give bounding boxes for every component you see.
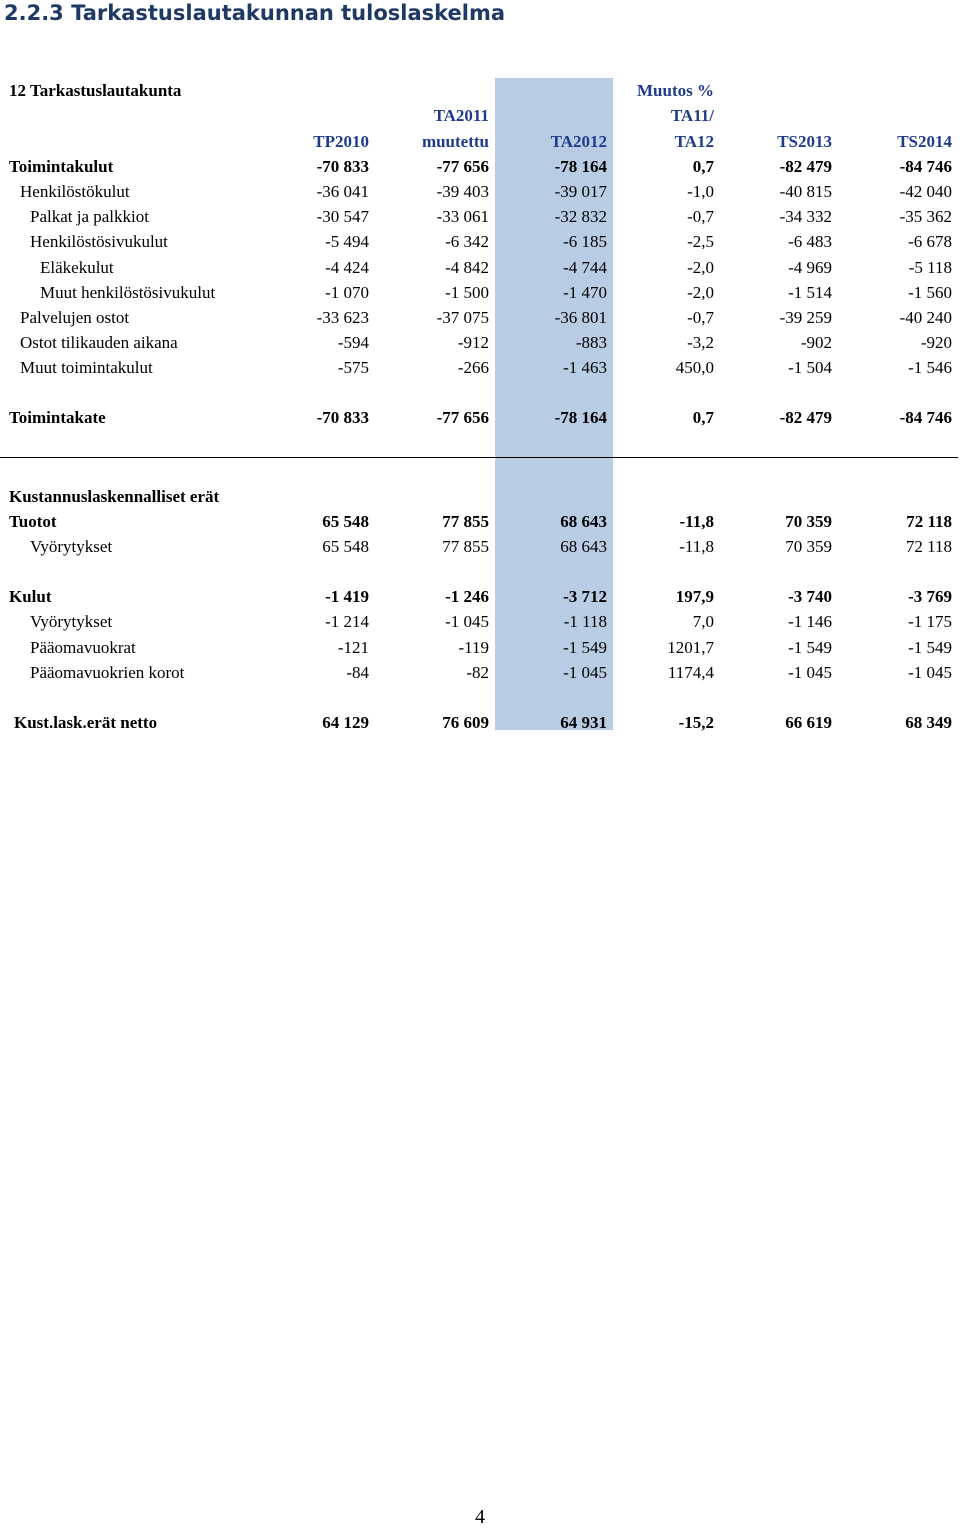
income-statement-table-wrap: [0, 78, 960, 735]
cell-value: -1 214: [325, 612, 369, 632]
cell-value: -266: [457, 358, 489, 378]
cell-value: [720, 483, 838, 508]
header-ta2011-line2: muutettu: [421, 131, 489, 151]
cell-value: -70 833: [316, 408, 369, 428]
cell-value: 77 855: [442, 511, 489, 531]
row-label: Vyörytykset: [30, 612, 113, 632]
cell-value: 76 609: [442, 712, 489, 732]
cell-value: -0,7: [687, 307, 714, 327]
cell-value: 197,9: [675, 587, 714, 607]
cell-value: [495, 483, 613, 508]
table-row: [0, 229, 958, 254]
cell-value: -575: [337, 358, 369, 378]
table-row: [0, 584, 958, 609]
cell-value: -32 832: [554, 207, 607, 227]
cell-value: -1 246: [445, 587, 489, 607]
section-title: 2.2.3 Tarkastuslautakunnan tuloslaskelma: [4, 1, 506, 25]
cell-value: -40 815: [779, 181, 832, 201]
cell-value: 70 359: [785, 511, 832, 531]
spacer-row: [0, 685, 958, 710]
header-muutos-line1: Muutos %: [637, 81, 714, 101]
cell-value: -2,5: [687, 232, 714, 252]
cell-value: -42 040: [899, 181, 952, 201]
cell-value: -33 061: [436, 207, 489, 227]
cell-value: 65 548: [322, 537, 369, 556]
cell-value: -4 744: [563, 257, 607, 277]
cell-value: -78 164: [554, 408, 607, 428]
table-row: [0, 483, 958, 508]
row-label: Toimintakulut: [9, 156, 114, 176]
cell-value: -2,0: [687, 257, 714, 277]
cell-value: [280, 483, 375, 508]
cell-value: -78 164: [554, 156, 607, 176]
header-row-1: [0, 78, 958, 103]
cell-value: -3,2: [687, 333, 714, 353]
cell-value: -902: [800, 333, 832, 353]
cell-value: -1 045: [788, 662, 832, 682]
cell-value: -82 479: [779, 156, 832, 176]
cell-value: -4 969: [788, 257, 832, 277]
page-number: 4: [475, 1506, 485, 1528]
cell-value: -1 118: [563, 612, 607, 632]
cell-value: 64 931: [560, 712, 607, 732]
cell-value: -37 075: [436, 307, 489, 327]
cell-value: -1 045: [563, 662, 607, 682]
cell-value: -4 424: [325, 257, 369, 277]
table-row: [0, 660, 958, 685]
cell-value: -1 500: [445, 282, 489, 302]
cell-value: -1 560: [908, 282, 952, 302]
row-label: Eläkekulut: [40, 257, 114, 277]
cell-value: 0,7: [692, 408, 714, 428]
cell-value: -39 403: [436, 181, 489, 201]
cell-value: 70 359: [785, 537, 832, 556]
table-row: [0, 254, 958, 279]
spacer-row: [0, 458, 958, 484]
cell-value: 65 548: [322, 511, 369, 531]
row-label: Toimintakate: [9, 408, 106, 428]
table-row: [0, 710, 958, 735]
cell-value: -1 175: [908, 612, 952, 632]
divider-row: [0, 430, 958, 458]
cell-value: -121: [337, 637, 369, 657]
cell-value: -1 549: [563, 637, 607, 657]
cell-value: 0,7: [692, 156, 714, 176]
table-row: [0, 509, 958, 534]
cell-value: -1 549: [788, 637, 832, 657]
cell-value: -1 546: [908, 358, 952, 378]
cell-value: -1 470: [563, 282, 607, 302]
cell-value: -1 146: [788, 612, 832, 632]
row-label: Kustannuslaskennalliset erät: [9, 486, 220, 506]
cell-value: 77 855: [442, 537, 489, 556]
cell-value: 450,0: [675, 358, 714, 378]
table-row: [0, 154, 958, 179]
cell-value: -883: [575, 333, 607, 353]
cell-value: -5 118: [908, 257, 952, 277]
cell-value: -34 332: [779, 207, 832, 227]
cell-value: -594: [337, 333, 369, 353]
cell-value: -3 712: [563, 587, 607, 607]
cell-value: 68 643: [560, 511, 607, 531]
row-label: Muut henkilöstösivukulut: [40, 282, 216, 302]
table-row: [0, 204, 958, 229]
cell-value: -5 494: [325, 232, 369, 252]
cell-value: -84: [346, 662, 369, 682]
cell-value: -40 240: [899, 307, 952, 327]
cell-value: [375, 483, 495, 508]
header-ts2014: TS2014: [897, 131, 952, 151]
cell-value: -77 656: [436, 156, 489, 176]
table-row: [0, 609, 958, 634]
cell-value: -84 746: [899, 156, 952, 176]
table-row: [0, 355, 958, 380]
row-label: Vyörytykset: [30, 537, 113, 556]
header-ts2013: TS2013: [777, 131, 832, 151]
cell-value: -1 549: [908, 637, 952, 657]
table-row: [0, 280, 958, 305]
header-muutos-line3: TA12: [674, 131, 714, 151]
unit-label: 12 Tarkastuslautakunta: [9, 81, 182, 101]
cell-value: -912: [457, 333, 489, 353]
cell-value: -1,0: [687, 181, 714, 201]
row-label: Tuotot: [9, 511, 57, 531]
cell-value: [838, 483, 958, 508]
cell-value: 72 118: [905, 537, 952, 556]
cell-value: -1 045: [908, 662, 952, 682]
table-row: [0, 305, 958, 330]
cell-value: -15,2: [678, 712, 714, 732]
cell-value: -77 656: [436, 408, 489, 428]
cell-value: -0,7: [687, 207, 714, 227]
header-ta2012: TA2012: [550, 131, 607, 151]
cell-value: -1 045: [445, 612, 489, 632]
cell-value: -119: [458, 637, 489, 657]
cell-value: 66 619: [785, 712, 832, 732]
cell-value: 1201,7: [667, 637, 714, 657]
cell-value: -35 362: [899, 207, 952, 227]
row-label: Palvelujen ostot: [20, 307, 130, 327]
cell-value: -1 504: [788, 358, 832, 378]
cell-value: -39 259: [779, 307, 832, 327]
row-label: Kust.lask.erät netto: [14, 712, 158, 732]
row-label: Henkilöstösivukulut: [30, 232, 168, 252]
header-ta2011-line1: TA2011: [433, 106, 489, 126]
row-label: Ostot tilikauden aikana: [20, 333, 178, 353]
cell-value: -4 842: [445, 257, 489, 277]
spacer-row: [0, 559, 958, 584]
header-tp2010: TP2010: [313, 131, 369, 151]
table-row: [0, 634, 958, 659]
spacer-row: [0, 380, 958, 405]
table-row: [0, 179, 958, 204]
cell-value: -6 483: [788, 232, 832, 252]
cell-value: -11,8: [679, 537, 714, 556]
table-row: [0, 405, 958, 430]
cell-value: -36 801: [554, 307, 607, 327]
cell-value: -6 342: [445, 232, 489, 252]
row-label: Kulut: [9, 587, 52, 607]
cell-value: -39 017: [554, 181, 607, 201]
table-row: [0, 330, 958, 355]
cell-value: -3 740: [788, 587, 832, 607]
cell-value: 68 643: [560, 537, 607, 556]
cell-value: -84 746: [899, 408, 952, 428]
income-statement-table: [0, 78, 958, 735]
cell-value: -1 514: [788, 282, 832, 302]
cell-value: -6 678: [908, 232, 952, 252]
cell-value: -6 185: [563, 232, 607, 252]
header-muutos-line2: TA11/: [670, 106, 714, 126]
row-label: Palkat ja palkkiot: [30, 207, 149, 227]
cell-value: 72 118: [906, 511, 952, 531]
cell-value: -1 419: [325, 587, 369, 607]
cell-value: 7,0: [692, 612, 714, 632]
cell-value: -30 547: [316, 207, 369, 227]
cell-value: -82: [466, 662, 489, 682]
cell-value: 68 349: [905, 712, 952, 732]
cell-value: -82 479: [779, 408, 832, 428]
row-label: Henkilöstökulut: [20, 181, 130, 201]
cell-value: 64 129: [322, 712, 369, 732]
cell-value: -1 463: [563, 358, 607, 378]
cell-value: -11,8: [679, 511, 714, 531]
header-row-3: [0, 128, 958, 153]
row-label: Pääomavuokrat: [30, 637, 136, 657]
cell-value: -1 070: [325, 282, 369, 302]
row-label: Muut toimintakulut: [20, 358, 153, 378]
header-row-2: [0, 103, 958, 128]
cell-value: -2,0: [687, 282, 714, 302]
cell-value: -3 769: [908, 587, 952, 607]
cell-value: 1174,4: [667, 662, 714, 682]
table-row: [0, 534, 958, 559]
cell-value: -36 041: [316, 181, 369, 201]
cell-value: -920: [920, 333, 952, 353]
cell-value: -70 833: [316, 156, 369, 176]
cell-value: -33 623: [316, 307, 369, 327]
cell-value: [613, 483, 720, 508]
row-label: Pääomavuokrien korot: [30, 662, 185, 682]
